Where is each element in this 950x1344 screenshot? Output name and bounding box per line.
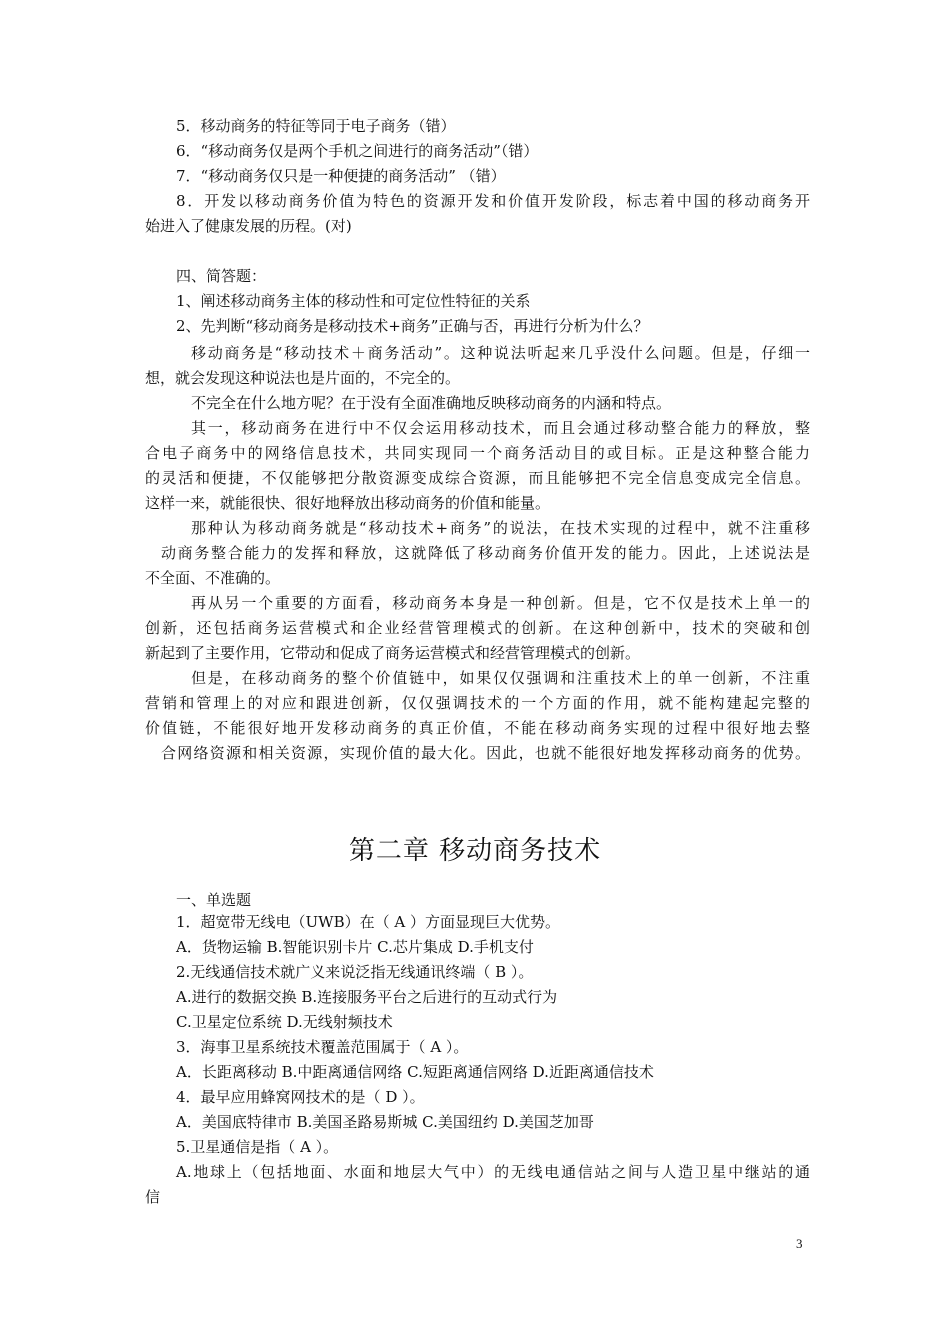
choice-line: A．美国底特律市 B.美国圣路易斯城 C.美国纽约 D.美国芝加哥	[176, 1113, 594, 1131]
choice-line: A.进行的数据交换 B.连接服务平台之后进行的互动式行为	[176, 988, 558, 1006]
section-heading-short-answer: 四、简答题：	[176, 267, 267, 285]
choice-line: 4．最早应用蜂窝网技术的是（ D ）。	[176, 1088, 425, 1106]
choice-line: 1．超宽带无线电（UWB）在（ A ）方面显现巨大优势。	[176, 913, 560, 931]
answer-line: 价值链，不能很好地开发移动商务的真正价值，不能在移动商务实现的过程中很好地去整	[145, 719, 810, 737]
answer-line: 新起到了主要作用，它带动和促成了商务运营模式和经营管理模式的创新。	[145, 644, 641, 662]
answer-line: 营销和管理上的对应和跟进创新，仅仅强调技术的一个方面的作用，就不能构建起完整的	[145, 694, 810, 712]
choice-line: 3．海事卫星系统技术覆盖范围属于（ A ）。	[176, 1038, 469, 1056]
answer-line: 再从另一个重要的方面看，移动商务本身是一种创新。但是，它不仅是技术上单一的	[191, 594, 810, 612]
choice-line: A．货物运输 B.智能识别卡片 C.芯片集成 D.手机支付	[176, 938, 534, 956]
judge-item-5: 5．移动商务的特征等同于电子商务（错）	[176, 117, 456, 135]
choice-line: 信	[145, 1188, 161, 1206]
answer-line: 其一，移动商务在进行中不仅会运用移动技术，而且会通过移动整合能力的释放，整	[191, 419, 810, 437]
choice-line: C.卫星定位系统 D.无线射频技术	[176, 1013, 393, 1031]
answer-line: 合网络资源和相关资源，实现价值的最大化。因此，也就不能很好地发挥移动商务的优势。	[161, 744, 810, 762]
choice-line: A．长距离移动 B.中距离通信网络 C.短距离通信网络 D.近距离通信技术	[176, 1063, 654, 1081]
page-number: 3	[796, 1236, 803, 1251]
short-answer-q1: 1、阐述移动商务主体的移动性和可定位性特征的关系	[176, 292, 531, 310]
answer-line: 这样一来，就能很快、很好地释放出移动商务的价值和能量。	[145, 494, 551, 512]
answer-line: 不全面、不准确的。	[145, 569, 281, 587]
short-answer-q2: 2、先判断“移动商务是移动技术+商务”正确与否，再进行分析为什么？	[176, 317, 649, 335]
answer-line: 合电子商务中的网络信息技术，共同实现同一个商务活动目的或目标。正是这种整合能力	[145, 444, 810, 462]
choice-line: 5.卫星通信是指（ A ）。	[176, 1138, 339, 1156]
answer-line: 那种认为移动商务就是“移动技术+商务”的说法，在技术实现的过程中，就不注重移	[191, 519, 810, 537]
judge-item-8-cont: 始进入了健康发展的历程。(对)	[145, 217, 352, 235]
choice-line: 2.无线通信技术就广义来说泛指无线通讯终端（ B ）。	[176, 963, 534, 981]
choice-line: A.地球上（包括地面、水面和地层大气中）的无线电通信站之间与人造卫星中继站的通	[176, 1163, 810, 1181]
answer-line: 动商务整合能力的发挥和释放，这就降低了移动商务价值开发的能力。因此，上述说法是	[161, 544, 810, 562]
answer-line: 的灵活和便捷，不仅能够把分散资源变成综合资源，而且能够把不完全信息变成完全信息。	[145, 469, 810, 487]
answer-line: 创新，还包括商务运营模式和企业经营管理模式的创新。在这种创新中，技术的突破和创	[145, 619, 810, 637]
answer-line: 不完全在什么地方呢？在于没有全面准确地反映移动商务的内涵和特点。	[191, 394, 672, 412]
answer-line: 但是，在移动商务的整个价值链中，如果仅仅强调和注重技术上的单一创新，不注重	[191, 669, 810, 687]
answer-line: 移动商务是“移动技术＋商务活动”。这种说法听起来几乎没什么问题。但是，仔细一	[191, 344, 810, 362]
judge-item-8: 8．开发以移动商务价值为特色的资源开发和价值开发阶段，标志着中国的移动商务开	[176, 192, 810, 210]
section-heading-single-choice: 一、单选题	[176, 891, 252, 909]
answer-line: 想，就会发现这种说法也是片面的，不完全的。	[145, 369, 461, 387]
judge-item-7: 7．“移动商务仅只是一种便捷的商务活动” （错）	[176, 167, 506, 185]
chapter-title: 第二章 移动商务技术	[348, 836, 602, 866]
judge-item-6: 6．“移动商务仅是两个手机之间进行的商务活动”（错）	[176, 142, 539, 160]
